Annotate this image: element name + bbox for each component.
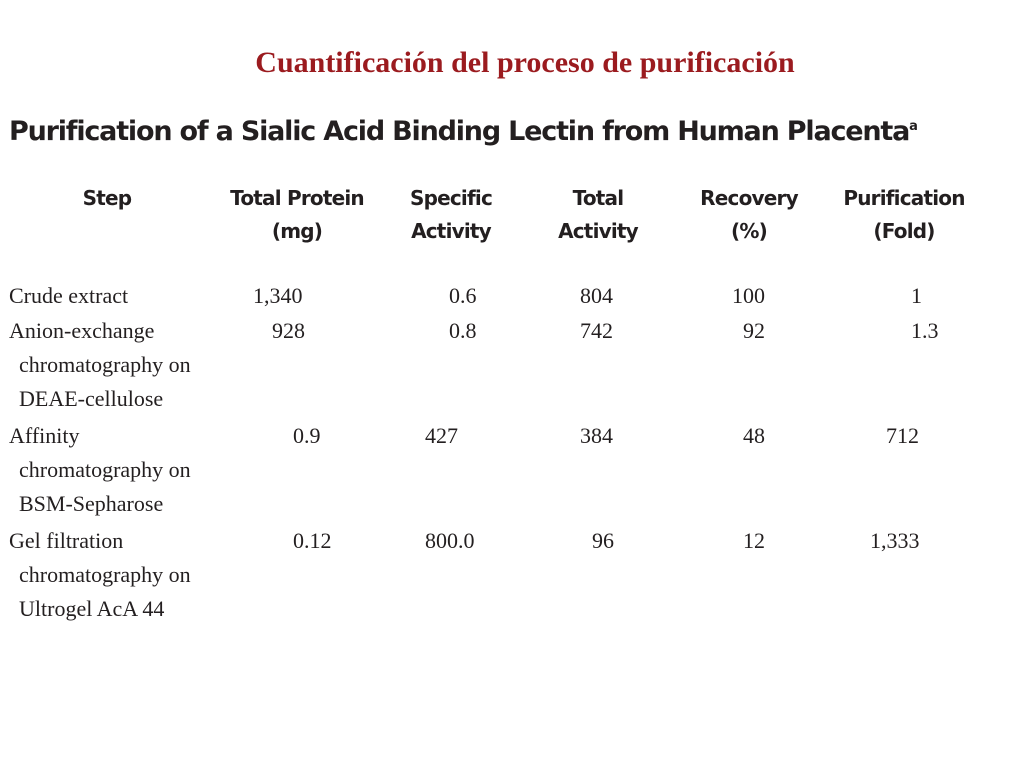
header-specific-activity-line-1: Specific (409, 186, 493, 210)
table-row-step (9, 314, 191, 416)
header-recovery (700, 182, 798, 248)
cell-recovery: 92 (743, 318, 765, 343)
header-purification-line-2: (Fold) (873, 219, 935, 243)
table-row-step (9, 524, 191, 626)
cell-total-activity: 804 (580, 283, 613, 308)
cell-purification: 1,333 (870, 528, 920, 553)
header-specific-activity-line-2: Activity (411, 219, 491, 243)
cell-recovery: 48 (743, 423, 765, 448)
header-total-activity (558, 182, 638, 248)
step-line: Affinity (9, 423, 80, 448)
cell-specific-activity: 800.0 (425, 528, 475, 553)
header-total-activity-line-1: Total (572, 186, 624, 210)
cell-recovery: 12 (743, 528, 765, 553)
slide-title: Cuantificación del proceso de purificación (255, 46, 795, 79)
step-line: chromatography on (19, 562, 191, 587)
header-purification-line-1: Purification (843, 186, 965, 210)
header-step (83, 182, 132, 215)
cell-specific-activity: 427 (425, 423, 458, 448)
cell-total-protein: 0.12 (293, 528, 332, 553)
step-line: Anion-exchange (9, 318, 155, 343)
cell-total-protein: 1,340 (253, 283, 303, 308)
cell-purification: 712 (886, 423, 919, 448)
cell-total-activity: 96 (592, 528, 614, 553)
header-recovery-line-2: (%) (731, 219, 767, 243)
header-purification (843, 182, 964, 248)
table-title (9, 116, 918, 147)
table-row-step (9, 419, 191, 521)
header-total-activity-line-2: Activity (558, 219, 638, 243)
cell-specific-activity: 0.8 (449, 318, 477, 343)
cell-total-protein: 0.9 (293, 423, 321, 448)
step-line: Gel filtration (9, 528, 124, 553)
table-title-footnote-marker: a (909, 119, 918, 134)
header-total-protein-line-1: Total Protein (230, 186, 364, 210)
cell-total-activity: 384 (580, 423, 613, 448)
header-specific-activity (410, 182, 492, 248)
header-total-protein (230, 182, 364, 248)
step-line: Crude extract (9, 283, 129, 308)
cell-total-protein: 928 (272, 318, 305, 343)
table-row-step (9, 279, 128, 313)
header-step-line-2: Step (82, 186, 132, 210)
step-line: BSM-Sepharose (19, 491, 164, 516)
cell-specific-activity: 0.6 (449, 283, 477, 308)
step-line: chromatography on (19, 457, 191, 482)
cell-total-activity: 742 (580, 318, 613, 343)
cell-purification: 1 (911, 283, 922, 308)
table-title-text: Purification of a Sialic Acid Binding Lectin from Human Placenta (9, 116, 910, 147)
header-recovery-line-1: Recovery (700, 186, 798, 210)
step-line: Ultrogel AcA 44 (19, 596, 165, 621)
cell-purification: 1.3 (911, 318, 939, 343)
header-total-protein-line-2: (mg) (271, 219, 323, 243)
cell-recovery: 100 (732, 283, 765, 308)
step-line: chromatography on (19, 352, 191, 377)
step-line: DEAE-cellulose (19, 386, 164, 411)
